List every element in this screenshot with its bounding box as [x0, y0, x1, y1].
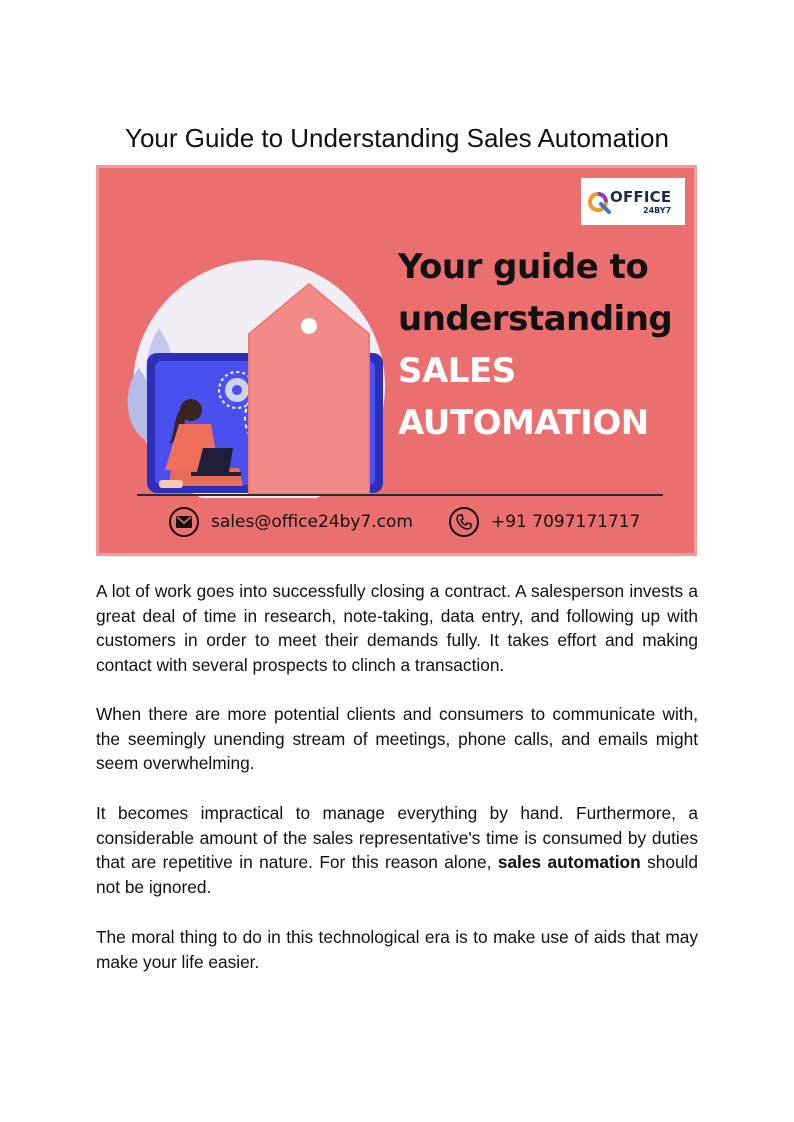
contact-email[interactable] [169, 505, 413, 539]
phone-icon [449, 507, 479, 537]
contact-phone[interactable] [449, 505, 640, 539]
banner-headline [398, 241, 672, 449]
divider-line [137, 494, 663, 496]
email-text[interactable]: sales@office24by7.com [211, 512, 413, 532]
page-title: Your Guide to Understanding Sales Automation [125, 123, 669, 153]
headline-line: understanding [398, 299, 673, 339]
logo-brand-text: OFFICE [610, 188, 672, 206]
phone-text[interactable]: +91 7097171717 [491, 512, 641, 532]
headline-line: AUTOMATION [398, 403, 649, 443]
paragraph-text: should not be ignored. [96, 852, 698, 897]
headline-line: Your guide to [398, 247, 649, 287]
brand-logo [581, 178, 685, 225]
paragraph: The moral thing to do in this technological era is to make use of aids that may make your life easier. [96, 927, 698, 972]
logo-sub-text: 24BY7 [643, 206, 672, 215]
envelope-icon [169, 507, 199, 537]
tag-hole [301, 318, 317, 334]
paragraph: When there are more potential clients and consumers to communicate with, the seemingly unending stream of meetings, phone calls, and emails might seem overwhelming. [96, 704, 698, 773]
headline-line: SALES [398, 351, 516, 391]
q-logo-icon [587, 190, 611, 214]
paragraph-text: It becomes impractical to manage everything by hand. Furthermore, a considerable amount of the sales representative's time is consumed by duties that are repetitive in nature. For this reason alone, [96, 803, 698, 872]
paragraph: A lot of work goes into successfully closing a contract. A salesperson invests a great deal of time in research, note-taking, data entry, and following up with customers in order to meet their demands fully. It takes effort and making contact with several prospects to clinch a transaction. [96, 581, 698, 675]
sales-illustration [99, 168, 399, 498]
paragraph [96, 801, 698, 899]
hero-banner [96, 165, 697, 556]
bold-keyword: sales automation [497, 852, 641, 872]
